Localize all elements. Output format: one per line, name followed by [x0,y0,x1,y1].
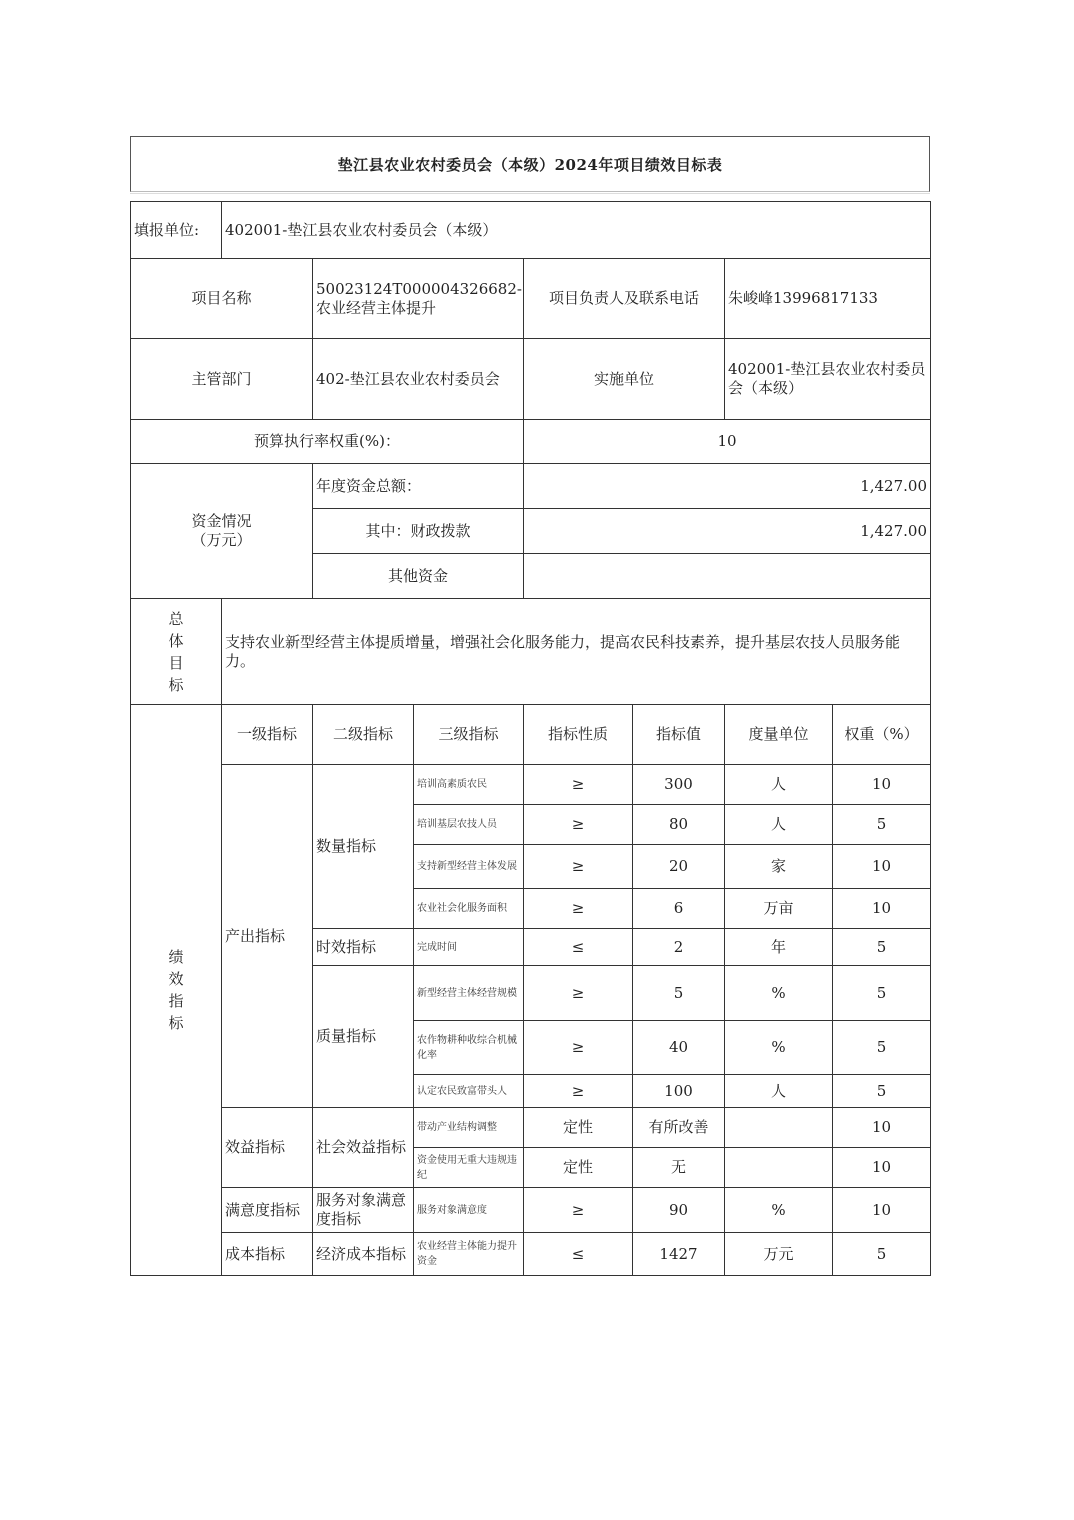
goal-text: 支持农业新型经营主体提质增量，增强社会化服务能力，提高农民科技素养，提升基层农技人员服务能力。 [222,599,931,705]
indicator-name: 资金使用无重大违规违纪 [414,1148,524,1188]
filler-label: 填报单位: [131,202,222,259]
indicator-name: 新型经营主体经营规模 [414,966,524,1021]
budget-row [131,420,931,464]
project-name-value: 50023124T000004326682-农业经营主体提升 [313,259,524,339]
budget-value: 10 [524,420,931,464]
dept-value: 402-垫江县农业农村委员会 [313,339,524,420]
indicator-weight: 5 [833,966,931,1021]
level2-quantity: 数量指标 [313,765,414,929]
indicator-value: 80 [633,805,725,845]
indicator-weight: 10 [833,1148,931,1188]
table-row [131,1233,931,1276]
table-row [131,765,931,805]
indicator-unit [725,1108,833,1148]
indicator-unit: 人 [725,1075,833,1108]
header-unit: 度量单位 [725,705,833,765]
indicator-name: 培训高素质农民 [414,765,524,805]
indicator-unit: 人 [725,805,833,845]
indicator-weight: 10 [833,889,931,929]
table-row [131,1188,931,1233]
indicator-nature: 定性 [524,1148,633,1188]
project-leader-label: 项目负责人及联系电话 [524,259,725,339]
level1-satisfaction: 满意度指标 [222,1188,313,1233]
level2-timeliness: 时效指标 [313,929,414,966]
indicator-value: 100 [633,1075,725,1108]
indicator-name: 农业社会化服务面积 [414,889,524,929]
indicator-nature: 定性 [524,1108,633,1148]
indicator-weight: 10 [833,1108,931,1148]
level2-service: 服务对象满意度指标 [313,1188,414,1233]
performance-table [130,201,931,1276]
goal-label [131,599,222,705]
project-name-label: 项目名称 [131,259,313,339]
funds-fiscal-value: 1,427.00 [524,509,931,554]
indicator-nature: ≥ [524,1075,633,1108]
indicator-weight: 10 [833,765,931,805]
header-weight: 权重（%） [833,705,931,765]
impl-value: 402001-垫江县农业农村委员会（本级） [725,339,931,420]
indicator-nature: ≥ [524,765,633,805]
indicator-weight: 5 [833,805,931,845]
indicator-weight: 5 [833,1021,931,1075]
funds-label-line1: 资金情况 [191,512,252,530]
indicator-name: 认定农民致富带头人 [414,1075,524,1108]
indicator-value: 2 [633,929,725,966]
indicator-value: 40 [633,1021,725,1075]
goal-label-char: 目 [168,653,184,672]
indicator-name: 农业经营主体能力提升资金 [414,1233,524,1276]
indicator-value: 300 [633,765,725,805]
indicator-value: 20 [633,845,725,889]
indicator-name: 培训基层农技人员 [414,805,524,845]
indicators-label-char: 标 [168,1014,184,1032]
level1-benefit: 效益指标 [222,1108,313,1188]
indicator-name: 完成时间 [414,929,524,966]
dept-label: 主管部门 [131,339,313,420]
indicator-name: 农作物耕种收综合机械化率 [414,1021,524,1075]
goal-label-char: 标 [168,675,184,694]
level2-social: 社会效益指标 [313,1108,414,1188]
funds-other-value [524,554,931,599]
impl-label: 实施单位 [524,339,725,420]
sheet-title: 垫江县农业农村委员会（本级）2024年项目绩效目标表 [130,136,930,192]
indicator-nature: ≤ [524,929,633,966]
indicator-unit: % [725,966,833,1021]
indicator-unit: 万亩 [725,889,833,929]
indicators-label-char: 指 [168,992,184,1010]
indicator-value: 5 [633,966,725,1021]
indicator-weight: 10 [833,845,931,889]
funds-annual-label: 年度资金总额： [313,464,524,509]
funds-other-label: 其他资金 [313,554,524,599]
header-nature: 指标性质 [524,705,633,765]
indicator-weight: 5 [833,1233,931,1276]
indicator-value: 1427 [633,1233,725,1276]
header-value: 指标值 [633,705,725,765]
goal-label-char: 体 [168,631,184,650]
indicator-value: 6 [633,889,725,929]
indicator-name: 服务对象满意度 [414,1188,524,1233]
indicator-nature: ≥ [524,1188,633,1233]
indicator-unit: 家 [725,845,833,889]
indicators-label-char: 绩 [168,948,184,966]
funds-label-line2: （万元） [191,531,252,549]
level1-output: 产出指标 [222,765,313,1108]
goal-label-char: 总 [168,609,184,628]
indicator-weight: 5 [833,929,931,966]
project-row [131,259,931,339]
filler-row [131,202,931,259]
indicator-name: 带动产业结构调整 [414,1108,524,1148]
indicator-header-row [131,705,931,765]
table-row [131,1108,931,1148]
indicator-name: 支持新型经营主体发展 [414,845,524,889]
indicator-unit: 万元 [725,1233,833,1276]
header-level2: 二级指标 [313,705,414,765]
indicator-unit [725,1148,833,1188]
dept-row [131,339,931,420]
indicator-nature: ≥ [524,845,633,889]
indicator-weight: 5 [833,1075,931,1108]
level2-quality: 质量指标 [313,966,414,1108]
header-level3: 三级指标 [414,705,524,765]
goal-row [131,599,931,705]
indicator-unit: % [725,1021,833,1075]
funds-annual-value: 1,427.00 [524,464,931,509]
header-level1: 一级指标 [222,705,313,765]
funds-annual-row [131,464,931,509]
indicator-nature: ≤ [524,1233,633,1276]
indicator-unit: % [725,1188,833,1233]
divider [130,193,930,194]
indicator-nature: ≥ [524,966,633,1021]
indicator-value: 有所改善 [633,1108,725,1148]
indicator-nature: ≥ [524,889,633,929]
indicator-unit: 年 [725,929,833,966]
indicators-label-char: 效 [168,970,184,988]
indicators-label [131,705,222,1276]
level2-economic: 经济成本指标 [313,1233,414,1276]
project-leader-value: 朱峻峰13996817133 [725,259,931,339]
indicator-nature: ≥ [524,805,633,845]
funds-label [131,464,313,599]
indicator-nature: ≥ [524,1021,633,1075]
filler-value: 402001-垫江县农业农村委员会（本级） [222,202,931,259]
level1-cost: 成本指标 [222,1233,313,1276]
indicator-unit: 人 [725,765,833,805]
indicator-value: 90 [633,1188,725,1233]
indicator-value: 无 [633,1148,725,1188]
indicator-weight: 10 [833,1188,931,1233]
funds-fiscal-label: 其中：财政拨款 [313,509,524,554]
budget-label: 预算执行率权重(%)： [131,420,524,464]
